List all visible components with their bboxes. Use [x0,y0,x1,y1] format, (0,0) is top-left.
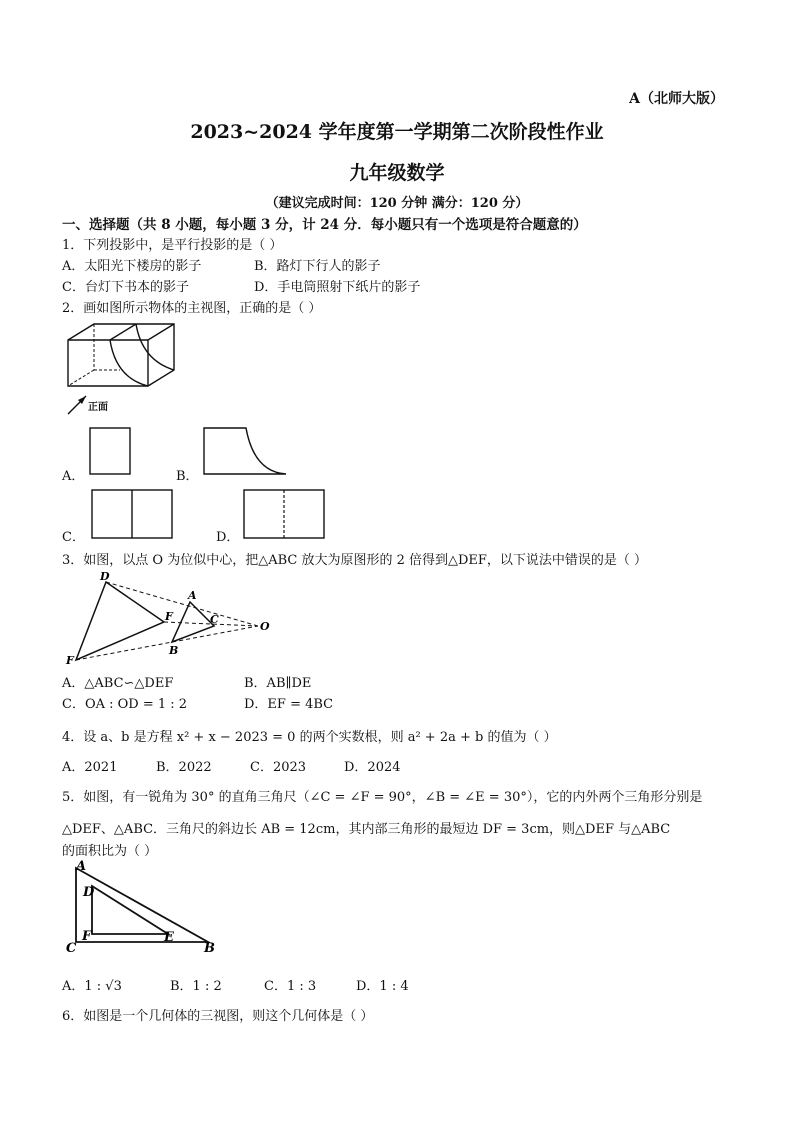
q5-option-d: D．1 : 4 [356,979,409,994]
q5-line-3: 的面积比为（ ） [62,844,158,859]
q3-option-c: C．OA : OD = 1 : 2 [62,697,188,712]
q2-option-a: A． [62,469,85,484]
q2-option-c: C． [62,530,85,545]
front-view-label: 正面 [88,402,108,413]
q3-similar-triangles-figure [62,568,282,668]
q4-option-b: B．2022 [156,760,212,775]
q5-line-2: △DEF、△ABC．三角尺的斜边长 AB = 12cm，其内部三角形的最短边 DF = 3cm，则△DEF 与△ABC [62,822,671,837]
q2-option-b-figure [202,426,290,476]
q5-set-square-figure [62,858,222,956]
q3-label-c: C [210,613,219,626]
q3-option-a: A．△ABC∽△DEF [62,676,174,691]
q5-label-e: E [164,930,174,945]
q6-stem: 6．如图是一个几何体的三视图，则这个几何体是（ ） [62,1009,374,1024]
q2-option-b: B． [176,469,199,484]
q5-option-a: A．1 : √3 [62,979,122,994]
q5-line-1: 5．如图，有一锐角为 30° 的直角三角尺（∠C = ∠F = 90°，∠B = ∠E = 30°），它的内外两个三角形分别是 [62,790,703,805]
q3-stem: 3．如图，以点 O 为位似中心，把△ABC 放大为原图形的 2 倍得到△DEF，以下说法中错误的是（ ） [62,553,648,568]
q3-label-e: F [66,654,74,667]
q1-stem: 1．下列投影中，是平行投影的是（ ） [62,238,283,253]
q1-option-d: D．手电筒照射下纸片的影子 [254,280,421,295]
q3-option-d: D．EF = 4BC [244,697,334,712]
q5-label-c: C [66,941,77,956]
q3-label-a: A [188,589,197,602]
exam-meta: （建议完成时间：120 分钟 满分：120 分） [265,196,529,211]
edition-label: A（北师大版） [629,91,724,107]
q2-option-d: D． [216,530,240,545]
q3-label-d: D [100,570,110,583]
q1-option-b: B．路灯下行人的影子 [254,259,381,274]
subject-title: 九年级数学 [349,162,445,184]
q2-option-a-figure [88,426,132,476]
q5-label-f: F [82,929,92,944]
q5-option-c: C．1 : 3 [264,979,317,994]
q5-option-b: B．1 : 2 [170,979,222,994]
q4-stem: 4．设 a、b 是方程 x² + x − 2023 = 0 的两个实数根，则 a² + 2a + b 的值为（ ） [62,730,557,745]
section-heading: 一、选择题（共 8 小题，每小题 3 分，计 24 分．每小题只有一个选项是符合题意的） [62,217,587,233]
q5-label-a: A [76,859,87,874]
q4-option-d: D．2024 [344,760,401,775]
q4-option-c: C．2023 [250,760,307,775]
q5-label-b: B [204,941,215,956]
q3-label-f: F [165,610,173,623]
q2-option-c-figure [90,488,174,540]
q5-label-d: D [83,885,95,900]
q2-stem: 2．画如图所示物体的主视图，正确的是（ ） [62,301,322,316]
q3-label-b: B [169,644,179,657]
q4-option-a: A．2021 [62,760,118,775]
q3-option-b: B．AB∥DE [244,676,312,691]
exam-title: 2023~2024 学年度第一学期第二次阶段性作业 [190,121,604,143]
q2-option-d-figure [242,488,326,540]
q2-solid-figure [64,320,184,416]
q1-option-c: C．台灯下书本的影子 [62,280,189,295]
q3-label-o: O [260,620,270,633]
q1-option-a: A．太阳光下楼房的影子 [62,259,202,274]
